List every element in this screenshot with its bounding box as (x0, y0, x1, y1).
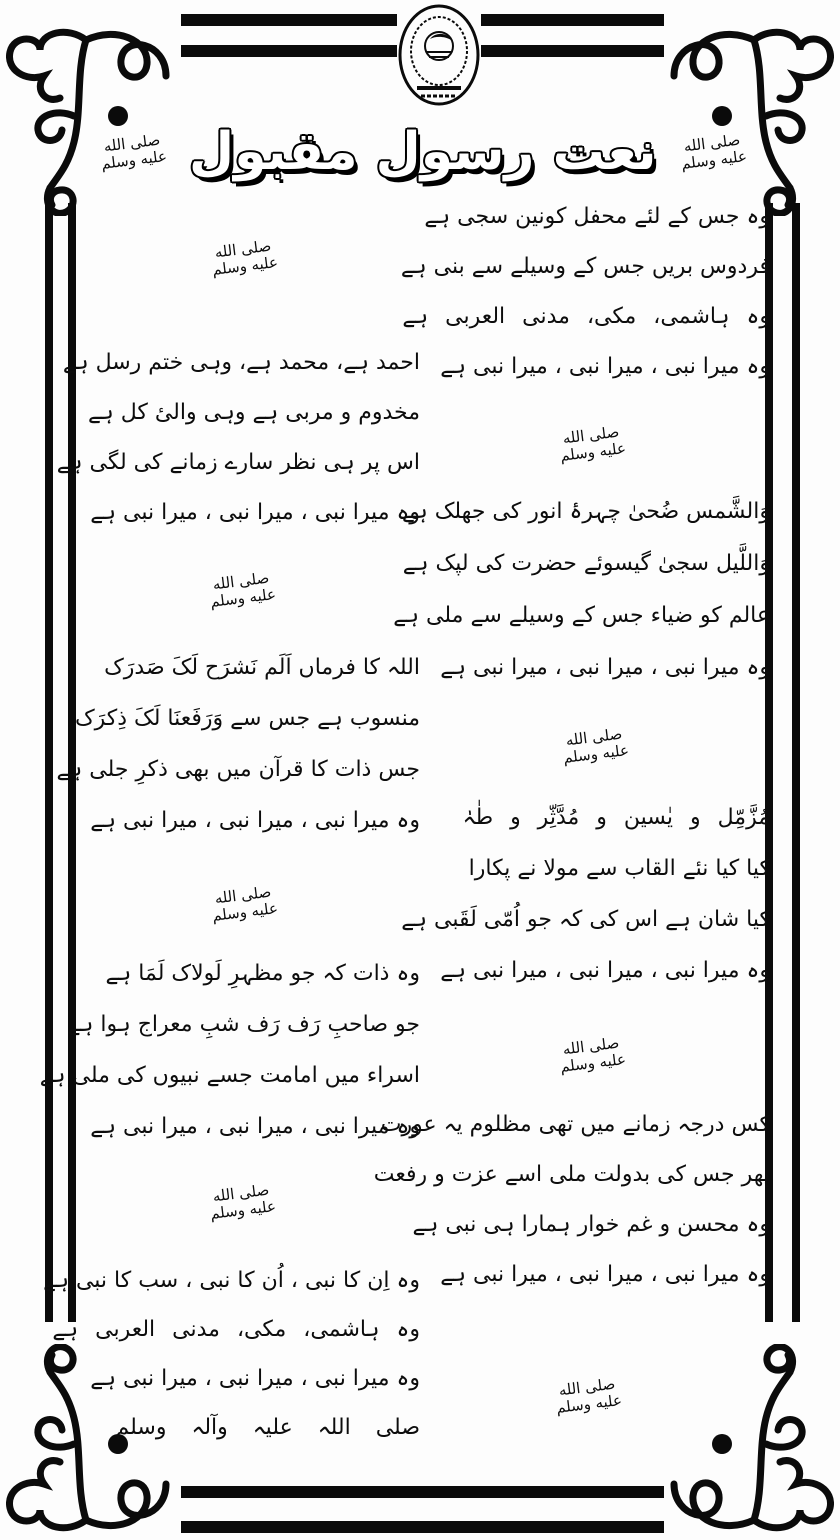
closing-salawat-line: صلی اللہ علیہ وآلہ وسلم (115, 1415, 420, 1440)
stanza (56, 338, 420, 538)
verse-line: مُزَّمِّل و یٰسین و مُدَّثِّر و طٰہٰ (462, 805, 770, 830)
salawat-medallion: صلى الله عليه وسلم (209, 568, 277, 611)
salawat-medallion: صلى الله عليه وسلم (100, 130, 168, 173)
page-title: نعت رسول مقبول (189, 122, 657, 182)
bottom-rule-bar-1 (181, 1486, 664, 1498)
verse-line: وہ ہاشمی، مکی، مدنی العربی ہے (52, 1317, 420, 1342)
verse-line: وہ ذات کہ جو مظہرِ لَولاک لَمَا ہے (105, 961, 420, 986)
verse-line: وہ محسن و غم خوار ہمارا ہی نبی ہے (412, 1212, 770, 1237)
stanza (401, 792, 770, 996)
verse-line: وَالشَّمس ضُحیٰ چہرۂ انور کی جھلک ہے (401, 499, 770, 524)
verse-line: اللہ کا فرماں اَلَم نَشرَح لَکَ صَدرَک (104, 655, 420, 680)
salawat-medallion: صلى الله عليه وسلم (211, 236, 279, 279)
verse-line: وہ میرا نبی ، میرا نبی ، میرا نبی ہے (440, 655, 770, 680)
stanza (56, 642, 420, 846)
verse-line: منسوب ہے جس سے وَرَفَعنَا لَکَ ذِکرَک (74, 706, 420, 731)
stanza (43, 1256, 420, 1452)
stanza (373, 1100, 770, 1300)
stanza (400, 192, 770, 392)
verse-line: وہ میرا نبی ، میرا نبی ، میرا نبی ہے (90, 1114, 420, 1139)
right-outer-rule (792, 203, 800, 1322)
salawat-medallion: صلى الله عليه وسلم (211, 882, 279, 925)
verse-line: وہ ہاشمی، مکی، مدنی العربی ہے (402, 304, 770, 329)
verse-line: فردوس بریں جس کے وسیلے سے بنی ہے (400, 254, 770, 279)
salawat-medallion: صلى الله عليه وسلم (559, 1033, 627, 1076)
corner-flourish-icon (669, 1344, 834, 1534)
salawat-medallion: صلى الله عليه وسلم (562, 724, 630, 767)
bottom-rule-bar-2 (181, 1521, 664, 1533)
verse-line: جو صاحبِ رَف رَف شبِ معراج ہوا ہے (67, 1012, 420, 1037)
stanza (393, 486, 770, 694)
salawat-medallion: صلى الله عليه وسلم (679, 130, 748, 173)
verse-line: وہ میرا نبی ، میرا نبی ، میرا نبی ہے (440, 958, 770, 983)
salawat-medallion: صلى الله عليه وسلم (209, 1180, 277, 1223)
verse-line: کیا شان ہے اس کی کہ جو اُمّی لَقَبی ہے (401, 907, 770, 932)
salawat-medallion: صلى الله عليه وسلم (559, 422, 627, 465)
verse-line: وہ میرا نبی ، میرا نبی ، میرا نبی ہے (440, 1262, 770, 1287)
publisher-seal-icon (397, 4, 481, 107)
verse-line: وہ میرا نبی ، میرا نبی ، میرا نبی ہے (440, 354, 770, 379)
left-outer-rule (45, 203, 53, 1322)
stanza (39, 948, 420, 1152)
verse-line: احمد ہے، محمد ہے، وہی ختم رسل ہے (62, 350, 420, 375)
verse-line: وہ جس کے لئے محفل کونین سجی ہے (424, 204, 770, 229)
verse-line: کس درجہ زمانے میں تھی مظلوم یہ عورت (380, 1112, 770, 1137)
verse-line: وَاللَّیل سجیٰ گیسوئے حضرت کی لپک ہے (402, 551, 770, 576)
verse-line: عالم کو ضیاء جس کے وسیلے سے ملی ہے (393, 603, 770, 628)
verse-line: وہ اِن کا نبی ، اُن کا نبی ، سب کا نبی ہے (43, 1268, 420, 1293)
verse-line: وہ میرا نبی ، میرا نبی ، میرا نبی ہے (90, 1366, 420, 1391)
verse-line: کیا کیا نئے القاب سے مولا نے پکارا (468, 856, 770, 881)
verse-line: اسراء میں امامت جسے نبیوں کی ملی ہے (39, 1063, 420, 1088)
verse-line: پھر جس کی بدولت ملی اسے عزت و رفعت (373, 1162, 770, 1187)
verse-line: جس ذات کا قرآن میں بھی ذکرِ جلی ہے (56, 757, 420, 782)
verse-line: وہ میرا نبی ، میرا نبی ، میرا نبی ہے (90, 808, 420, 833)
verse-line: اس پر ہی نظر سارے زمانے کی لگی ہے (56, 450, 420, 475)
title-row (95, 106, 748, 198)
verse-line: وہ میرا نبی ، میرا نبی ، میرا نبی ہے (90, 500, 420, 525)
salawat-medallion: صلى الله عليه وسلم (555, 1374, 623, 1417)
verse-line: مخدوم و مربی ہے وہی والیٔ کل ہے (87, 400, 420, 425)
